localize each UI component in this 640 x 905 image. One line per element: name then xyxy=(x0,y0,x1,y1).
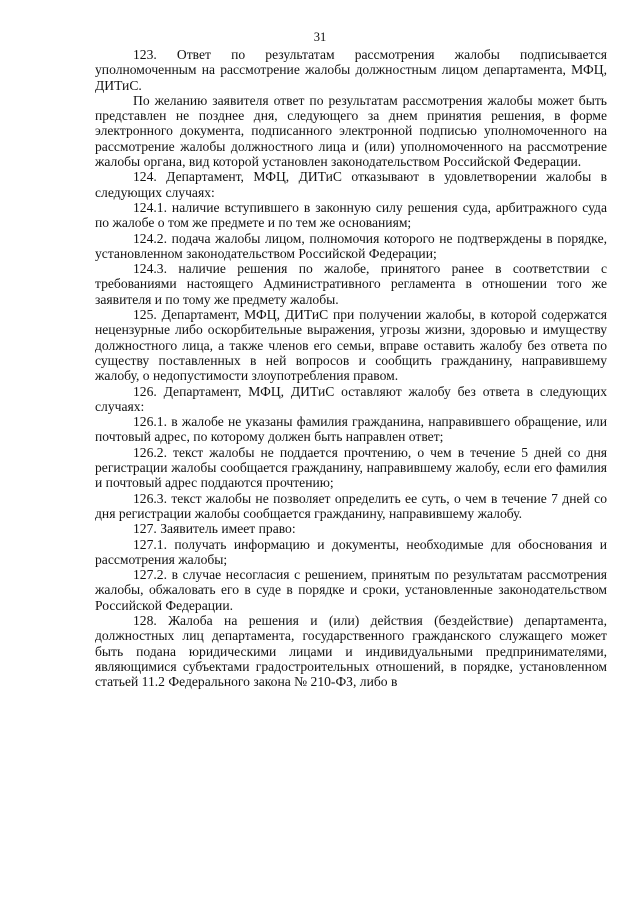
paragraph-127: 127. Заявитель имеет право: xyxy=(133,521,296,537)
paragraph-123: 123. Ответ по результатам рассмотрения жалобы подписывается уполномоченным на рассмотрение жалобы должностным лицом департамента, МФЦ, ДИТиС. xyxy=(95,47,607,93)
paragraph-126-1: 126.1. в жалобе не указаны фамилия гражданина, направившего обращение, или почтовый адрес, по которому должен быть направлен ответ; xyxy=(95,414,607,445)
paragraph-124-3: 124.3. наличие решения по жалобе, принятого ранее в соответствии с требованиями настоящего Административного регламента в отношении того же заявителя и по тому же предмету жалобы. xyxy=(95,261,607,307)
paragraph-124: 124. Департамент, МФЦ, ДИТиС отказывают в удовлетворении жалобы в следующих случаях: xyxy=(95,169,607,200)
document-body xyxy=(95,47,607,689)
paragraph-123-electronic-reply: По желанию заявителя ответ по результатам рассмотрения жалобы может быть представлен не позднее дня, следующего за днем принятия решения, в форме электронного документа, подписанного электронной подписью уполномоченного на рассмотрение жалобы должностного лица и (или) уполномоченного на рассмотрение жалобы органа, вид которой установлен законодательством Российской Федерации. xyxy=(95,92,607,170)
paragraph-126-2: 126.2. текст жалобы не поддается прочтению, о чем в течение 5 дней со дня регистрации жалобы сообщается гражданину, направившему жалобу, если его фамилия и почтовый адрес поддаются прочтению; xyxy=(95,444,607,491)
page-number: 31 xyxy=(313,30,327,44)
paragraph-128: 128. Жалоба на решения и (или) действия (бездействие) департамента, должностных лиц департамента, государственного гражданского служащего может быть подана юридическими лицами и индивидуальными предпринимателями, являющимися субъектами градостроительных отношений, в порядке, установленном статьей 11.2 Федерального закона № 210-ФЗ, либо в xyxy=(95,612,607,690)
paragraph-126-3: 126.3. текст жалобы не позволяет определить ее суть, о чем в течение 7 дней со дня регистрации жалобы сообщается гражданину, направившему жалобу. xyxy=(95,490,607,521)
paragraph-124-2: 124.2. подача жалобы лицом, полномочия которого не подтверждены в порядке, установленном законодательством Российской Федерации; xyxy=(95,230,607,261)
paragraph-127-1: 127.1. получать информацию и документы, необходимые для обоснования и рассмотрения жалобы; xyxy=(95,536,607,567)
paragraph-126: 126. Департамент, МФЦ, ДИТиС оставляют жалобу без ответа в следующих случаях: xyxy=(95,383,607,414)
paragraph-127-2: 127.2. в случае несогласия с решением, принятым по результатам рассмотрения жалобы, обжаловать его в суде в порядке и сроки, установленные законодательством Российской Федерации. xyxy=(95,567,607,613)
paragraph-125: 125. Департамент, МФЦ, ДИТиС при получении жалобы, в которой содержатся нецензурные либо оскорбительные выражения, угрозы жизни, здоровью и имуществу должностного лица, а также членов его семьи, вправе оставить жалобу без ответа по существу поставленных в ней вопросов и сообщить гражданину, направившему жалобу, о недопустимости злоупотребления правом. xyxy=(95,307,607,384)
paragraph-124-1: 124.1. наличие вступившего в законную силу решения суда, арбитражного суда по жалобе о том же предмете и по тем же основаниям; xyxy=(95,199,607,231)
